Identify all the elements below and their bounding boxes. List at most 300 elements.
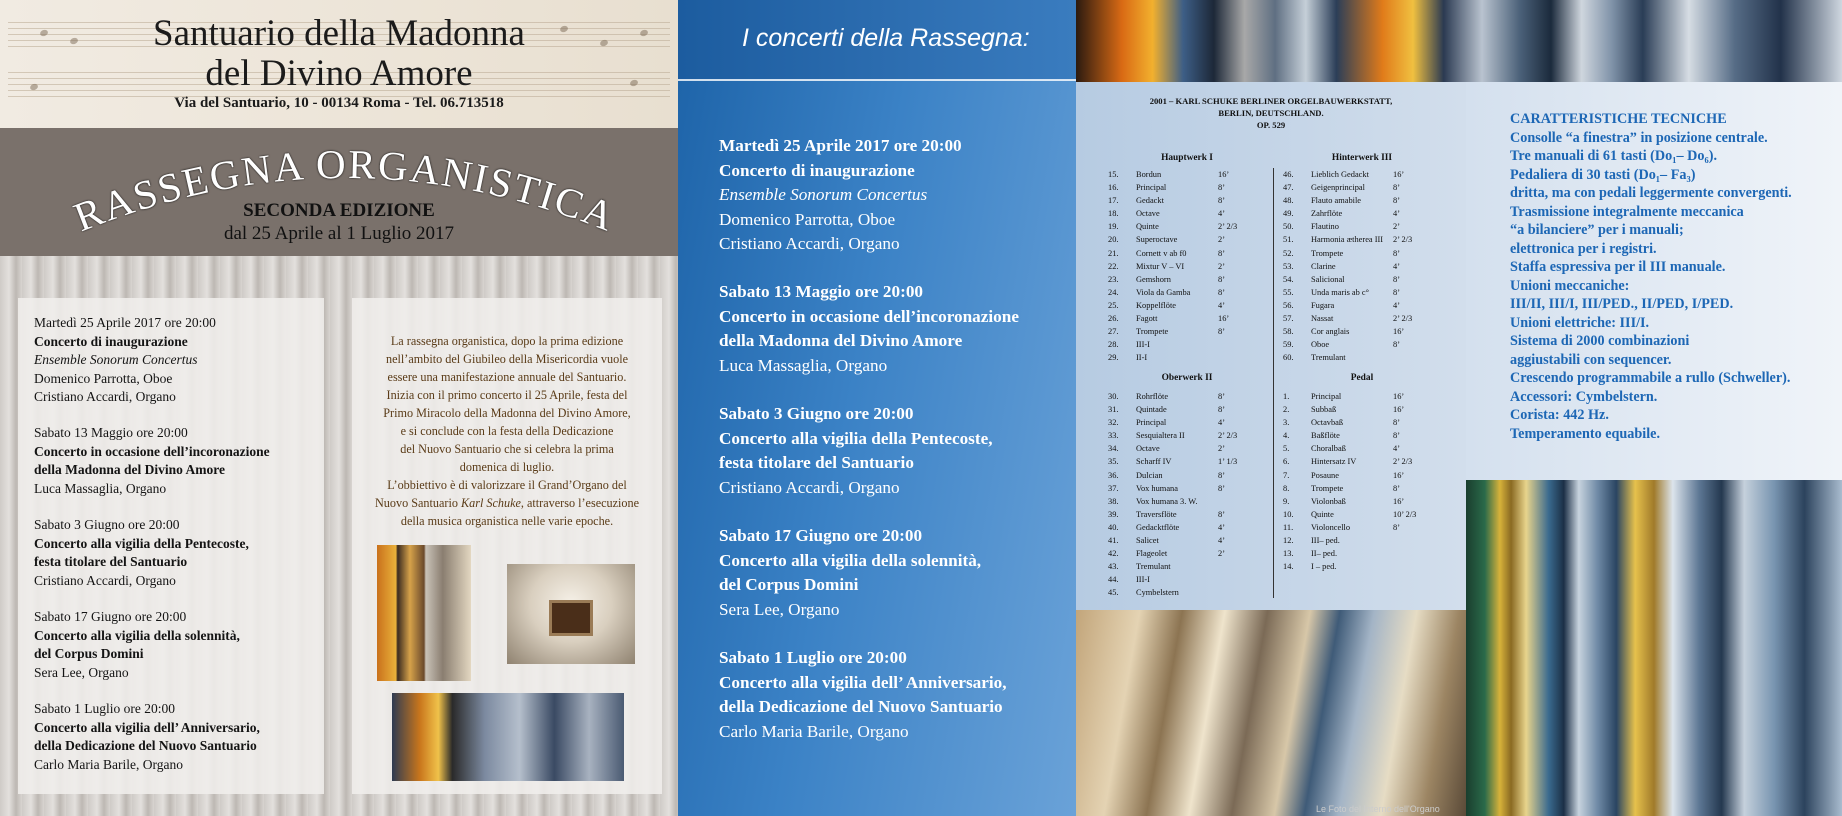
stop-row — [1283, 168, 1423, 181]
stop-row — [1108, 455, 1248, 468]
concert-item — [34, 424, 324, 498]
stop-footage: 4’ — [1218, 522, 1225, 532]
stop-footage: 16’ — [1218, 170, 1230, 179]
stop-row — [1283, 351, 1423, 364]
concert-item — [719, 402, 1069, 500]
stop-footage: 16’ — [1393, 496, 1405, 506]
stop-footage: 4’ — [1393, 261, 1400, 271]
tech-line: Unioni meccaniche: — [1510, 277, 1630, 294]
stop-number: 27. — [1108, 327, 1119, 337]
concert-date: Martedì 25 Aprile 2017 ore 20:00 — [34, 315, 216, 330]
concert-title-continued: festa titolare del Santuario — [34, 554, 188, 569]
stop-number: 5. — [1283, 444, 1290, 454]
shrine-title-line-2: del Divino Amore — [205, 53, 473, 94]
stop-footage: 1’ 1/3 — [1218, 457, 1238, 467]
stop-number: 55. — [1283, 287, 1294, 297]
stop-row — [1283, 495, 1423, 508]
stop-footage: 8’ — [1218, 196, 1225, 206]
stop-list-pedal — [1283, 390, 1423, 573]
organ-builder-header: 2001 – KARL SCHUKE BERLINER ORGELBAUWERKSTATT, BERLIN, DEUTSCHLAND. OP. 529 — [1149, 96, 1393, 130]
stop-name: Oboe — [1311, 340, 1330, 350]
stop-name: Gemshorn — [1136, 274, 1171, 284]
stop-footage: 4’ — [1218, 209, 1225, 219]
stop-row — [1108, 299, 1248, 312]
stop-name: Fugara — [1311, 300, 1335, 310]
concert-item — [34, 314, 324, 407]
middle-header-rule — [678, 79, 1076, 81]
stop-name: Octavbaß — [1311, 418, 1344, 428]
stop-number: 41. — [1108, 536, 1119, 546]
stop-name: Violonbaß — [1311, 496, 1346, 506]
division-heading: Hinterwerk III — [1331, 153, 1393, 163]
rassegna-title-text: RASSEGNA ORGANISTICA — [67, 140, 623, 241]
stop-name: Octave — [1136, 444, 1160, 454]
stop-footage: 16’ — [1218, 314, 1230, 324]
stop-number: 24. — [1108, 287, 1119, 297]
stop-name: Trompete — [1136, 327, 1169, 337]
stop-footage: 2’ 2/3 — [1393, 314, 1413, 324]
stop-number: 8. — [1283, 483, 1290, 493]
stop-name: Tremulant — [1136, 562, 1171, 572]
stop-row — [1108, 547, 1248, 560]
stop-row — [1283, 273, 1423, 286]
stop-name: Choralbaß — [1311, 444, 1346, 454]
stop-number: 38. — [1108, 496, 1119, 506]
stop-footage — [1218, 495, 1248, 508]
concert-title-continued: del Corpus Domini — [34, 646, 144, 661]
stop-name: Cymbelstern — [1136, 588, 1179, 598]
stop-number: 59. — [1283, 340, 1294, 350]
stop-row — [1283, 429, 1423, 442]
stop-footage — [1218, 351, 1248, 364]
stop-footage: 8’ — [1393, 183, 1400, 193]
stop-footage — [1393, 534, 1423, 547]
stop-name: Sesquialtera II — [1136, 431, 1185, 441]
stop-number: 40. — [1108, 522, 1119, 532]
stop-number: 6. — [1283, 457, 1290, 467]
concert-performer: Cristiano Accardi, Organo — [34, 389, 176, 404]
stop-footage: 8’ — [1218, 248, 1225, 258]
stop-name: Mixtur V – VI — [1136, 261, 1185, 271]
stop-name: Tremulant — [1311, 353, 1346, 363]
concert-title: Concerto alla vigilia della Pentecoste, — [34, 535, 249, 551]
concert-date: Sabato 13 Maggio ore 20:00 — [719, 282, 924, 301]
stop-row — [1283, 442, 1423, 455]
stop-row — [1108, 194, 1248, 207]
stop-number: 20. — [1108, 235, 1119, 245]
stop-footage: 16’ — [1393, 470, 1405, 480]
intro-line: La rassegna organistica, dopo la prima edizione — [390, 334, 624, 348]
stop-row — [1108, 286, 1248, 299]
intro-card — [352, 298, 662, 794]
stop-list-hauptwerk — [1108, 168, 1248, 364]
concert-title-continued: della Dedicazione del Nuovo Santuario — [34, 738, 257, 753]
stop-row — [1283, 286, 1423, 299]
stop-row — [1108, 521, 1248, 534]
photo-caption: Le Foto del Interno dell'Organo — [1316, 804, 1440, 814]
concert-date: Sabato 17 Giugno ore 20:00 — [719, 526, 923, 545]
stop-name: Principal — [1136, 418, 1167, 428]
concert-title: Concerto alla vigilia della Pentecoste, — [719, 428, 993, 448]
stop-row — [1108, 482, 1248, 495]
edition-block — [0, 199, 678, 245]
tech-line: “a bilanciere” per i manuali; — [1510, 222, 1684, 238]
concert-item — [719, 646, 1069, 744]
stop-number: 33. — [1108, 431, 1119, 441]
concert-date: Sabato 13 Maggio ore 20:00 — [34, 425, 188, 440]
stop-row — [1283, 338, 1423, 351]
stop-number: 28. — [1108, 340, 1119, 350]
concert-item — [719, 280, 1069, 378]
stop-row — [1108, 429, 1248, 442]
stop-number: 32. — [1108, 418, 1119, 428]
concert-date: Sabato 17 Giugno ore 20:00 — [34, 609, 187, 624]
stop-row — [1283, 233, 1423, 246]
concerts-heading: I concerti della Rassegna: — [742, 24, 1030, 52]
stop-footage: 8’ — [1393, 522, 1400, 532]
stop-number: 54. — [1283, 274, 1294, 284]
organ-photo-wide — [392, 693, 624, 781]
stop-footage — [1218, 338, 1248, 351]
stop-name: Unda maris ab c° — [1311, 287, 1369, 297]
stop-row — [1108, 233, 1248, 246]
stop-name: Rohrflöte — [1136, 392, 1169, 401]
stop-number: 4. — [1283, 431, 1290, 441]
concert-title-continued: della Madonna del Divino Amore — [719, 331, 963, 350]
stop-number: 23. — [1108, 274, 1119, 284]
stop-footage — [1218, 560, 1248, 573]
stop-name: I – ped. — [1311, 562, 1337, 572]
concert-title: Concerto in occasione dell’incoronazione — [719, 306, 1019, 326]
stop-name: Vox humana — [1136, 483, 1178, 493]
stop-number: 12. — [1283, 536, 1294, 546]
stop-name: II– ped. — [1311, 549, 1338, 559]
stop-footage: 16’ — [1393, 405, 1405, 415]
stop-number: 56. — [1283, 300, 1294, 310]
concert-title: Concerto alla vigilia della solennità, — [34, 627, 240, 643]
stop-name: Octave — [1136, 209, 1160, 219]
stop-footage: 8’ — [1218, 470, 1225, 480]
stop-footage: 8’ — [1218, 483, 1225, 493]
tech-line: Tre manuali di 61 tasti (Do₁– Do₆). — [1510, 148, 1717, 164]
stop-footage — [1393, 547, 1423, 560]
intro-text — [364, 332, 650, 530]
stop-footage: 2’ — [1218, 444, 1225, 454]
stop-number: 34. — [1108, 444, 1119, 454]
stop-footage: 2’ 2/3 — [1393, 457, 1413, 467]
concert-performer: Domenico Parrotta, Oboe — [34, 370, 173, 386]
stop-row — [1283, 534, 1423, 547]
stop-footage: 2’ 2/3 — [1393, 235, 1413, 245]
stop-footage: 16’ — [1393, 327, 1405, 337]
stop-name: Flauto amabile — [1311, 196, 1362, 206]
intro-line: e si conclude con la festa della Dedicazione — [400, 424, 614, 438]
stop-number: 47. — [1283, 183, 1294, 193]
stop-number: 29. — [1108, 353, 1119, 363]
stop-number: 25. — [1108, 300, 1119, 310]
concert-title: Concerto di inaugurazione — [719, 160, 915, 180]
stop-name: Posaune — [1311, 470, 1339, 480]
stop-row — [1283, 181, 1423, 194]
stop-name: Salicional — [1311, 274, 1345, 284]
organ-pipes-banner-photo — [1076, 0, 1842, 82]
stop-number: 35. — [1108, 457, 1119, 467]
stop-name: III-I — [1136, 340, 1150, 350]
intro-line: della musica organistica nelle varie epoche. — [400, 514, 614, 528]
stop-name: Bordun — [1136, 170, 1162, 179]
tech-line: Sistema di 2000 combinazioni — [1510, 333, 1690, 349]
stop-footage: 8’ — [1393, 418, 1400, 428]
stop-name: Viola da Gamba — [1136, 287, 1191, 297]
stop-row — [1283, 547, 1423, 560]
stop-row — [1283, 325, 1423, 338]
stop-number: 50. — [1283, 222, 1294, 232]
stop-row — [1283, 521, 1423, 534]
stop-footage: 8’ — [1393, 248, 1400, 258]
concert-date: Sabato 1 Luglio ore 20:00 — [34, 701, 175, 716]
stop-name: Flautino — [1311, 222, 1339, 232]
stop-row — [1283, 508, 1423, 521]
stop-number: 3. — [1283, 418, 1290, 428]
stop-name: Superoctave — [1136, 235, 1178, 245]
stop-row — [1283, 299, 1423, 312]
stop-number: 58. — [1283, 327, 1294, 337]
stop-footage: 8’ — [1218, 392, 1225, 401]
stop-name: Cor anglais — [1311, 327, 1350, 337]
stop-row — [1283, 560, 1423, 573]
intro-line: Nuovo Santuario Karl Schuke, attraverso l’esecuzione — [375, 496, 639, 510]
tech-line: Trasmissione integralmente meccanica — [1510, 203, 1744, 220]
stop-number: 10. — [1283, 509, 1294, 519]
stop-name: Quinte — [1136, 222, 1159, 232]
stop-list-hinterwerk — [1283, 168, 1423, 364]
stop-number: 60. — [1283, 353, 1294, 363]
stop-number: 43. — [1108, 562, 1119, 572]
stop-row — [1108, 534, 1248, 547]
intro-line: Primo Miracolo della Madonna del Divino Amore, — [383, 406, 631, 420]
stop-name: Gedackt — [1136, 196, 1164, 206]
concert-performer: Cristiano Accardi, Organo — [34, 572, 176, 588]
stop-name: Trompete — [1311, 483, 1344, 493]
stop-list-oberwerk — [1108, 390, 1248, 600]
concert-performer: Cristiano Accardi, Organo — [719, 477, 900, 497]
stop-name: III-I — [1136, 575, 1150, 585]
organ-console-photo — [507, 564, 635, 664]
stop-footage: 4’ — [1218, 300, 1225, 310]
stop-row — [1108, 312, 1248, 325]
stop-row — [1108, 338, 1248, 351]
stop-row — [1108, 403, 1248, 416]
concert-title-continued: della Madonna del Divino Amore — [34, 462, 226, 477]
stop-footage: 4’ — [1393, 444, 1400, 454]
edition-dates: dal 25 Aprile al 1 Luglio 2017 — [223, 223, 455, 244]
concert-date: Sabato 3 Giugno ore 20:00 — [719, 404, 914, 423]
concert-item — [719, 524, 1069, 622]
stop-number: 51. — [1283, 235, 1294, 245]
tech-line: Crescendo programmabile a rullo (Schweller). — [1510, 370, 1791, 386]
stop-number: 48. — [1283, 196, 1294, 206]
stop-row — [1108, 168, 1248, 181]
intro-line: domenica di luglio. — [459, 460, 555, 474]
tech-line: Accessori: Cymbelstern. — [1510, 388, 1658, 405]
stop-row — [1283, 220, 1423, 233]
stop-name: Zahrflöte — [1311, 209, 1343, 219]
stop-number: 13. — [1283, 549, 1294, 559]
stop-name: Geigenprincipal — [1311, 183, 1365, 193]
concert-title: Concerto alla vigilia dell’ Anniversario, — [34, 719, 260, 735]
stop-footage: 8’ — [1393, 340, 1400, 350]
stop-number: 9. — [1283, 496, 1290, 506]
stop-number: 7. — [1283, 470, 1290, 480]
concert-item — [34, 516, 324, 590]
stop-name: Hintersatz IV — [1311, 457, 1357, 467]
stop-row — [1108, 416, 1248, 429]
stop-row — [1108, 181, 1248, 194]
organ-interior-photo — [1076, 610, 1466, 816]
concert-performer: Carlo Maria Barile, Organo — [34, 756, 183, 772]
tech-title: CARATTERISTICHE TECNICHE — [1510, 111, 1727, 127]
stop-row — [1283, 260, 1423, 273]
stop-name: Harmonia ætherea III — [1311, 235, 1384, 245]
stop-name: Cornett v ab f0 — [1136, 248, 1187, 258]
concert-performer: Carlo Maria Barile, Organo — [719, 721, 909, 741]
stop-row — [1283, 469, 1423, 482]
intro-line: Inizia con il primo concerto il 25 Aprile, festa del — [386, 388, 628, 402]
stop-name: Baßflöte — [1311, 431, 1340, 441]
stop-footage: 2’ 2/3 — [1218, 222, 1238, 232]
stop-number: 44. — [1108, 575, 1119, 585]
stop-footage: 2’ — [1393, 222, 1400, 232]
stop-name: Fagott — [1136, 314, 1158, 324]
stop-footage: 2’ — [1218, 235, 1225, 245]
stop-row — [1108, 207, 1248, 220]
concert-list-card — [18, 298, 324, 794]
stop-footage: 8’ — [1218, 287, 1225, 297]
organ-pipes-stained-glass-photo — [1466, 480, 1842, 816]
stop-footage: 4’ — [1393, 300, 1400, 310]
stop-name: Principal — [1136, 183, 1167, 193]
tech-line: Temperamento equabile. — [1510, 425, 1661, 442]
stop-name: Nassat — [1311, 314, 1334, 324]
concert-title: Concerto di inaugurazione — [34, 333, 188, 349]
concert-title: Concerto in occasione dell’incoronazione — [34, 443, 270, 459]
stop-row — [1283, 312, 1423, 325]
stop-row — [1283, 416, 1423, 429]
stop-name: Violoncello — [1311, 522, 1351, 532]
concert-performer: Sera Lee, Organo — [34, 664, 129, 680]
stop-footage: 4’ — [1393, 209, 1400, 219]
stop-number: 1. — [1283, 392, 1290, 401]
stop-footage: 2’ 2/3 — [1218, 431, 1238, 441]
concert-ensemble: Ensemble Sonorum Concertus — [719, 185, 928, 204]
concert-performer: Luca Massaglia, Organo — [719, 355, 888, 375]
stop-row — [1108, 442, 1248, 455]
stop-number: 36. — [1108, 470, 1119, 480]
concert-title-continued: della Dedicazione del Nuovo Santuario — [719, 697, 1003, 716]
stop-number: 53. — [1283, 261, 1294, 271]
stop-row — [1283, 247, 1423, 260]
organ-builder-name: Karl Schuke — [460, 496, 521, 510]
stop-row — [1108, 586, 1248, 599]
concert-title: Concerto alla vigilia dell’ Anniversario, — [719, 672, 1007, 692]
technical-specs — [1510, 110, 1840, 443]
intro-line: essere una manifestazione annuale del Santuario. — [387, 370, 627, 384]
stop-name: Lieblich Gedackt — [1311, 170, 1369, 179]
stop-name: Koppelflöte — [1136, 300, 1177, 310]
intro-line: del Nuovo Santuario che si celebra la prima — [400, 442, 614, 456]
stop-footage: 8’ — [1393, 483, 1400, 493]
stop-row — [1108, 325, 1248, 338]
spec-divider — [1273, 168, 1274, 598]
stop-number: 30. — [1108, 392, 1119, 401]
stop-row — [1108, 247, 1248, 260]
stop-footage — [1218, 573, 1248, 586]
stop-row — [1283, 194, 1423, 207]
tech-line: Unioni elettriche: III/I. — [1510, 314, 1650, 331]
stop-number: 17. — [1108, 196, 1119, 206]
tech-line: elettronica per i registri. — [1510, 240, 1657, 257]
stop-name: III– ped. — [1311, 536, 1340, 546]
stop-name: Quintade — [1136, 405, 1167, 415]
stop-number: 52. — [1283, 248, 1294, 258]
stop-row — [1108, 508, 1248, 521]
shrine-title — [0, 14, 678, 94]
stop-footage: 2’ — [1218, 549, 1225, 559]
stop-name: Dulcian — [1136, 470, 1163, 480]
stop-number: 26. — [1108, 314, 1119, 324]
stop-name: Salicet — [1136, 536, 1159, 546]
stop-footage: 4’ — [1218, 418, 1225, 428]
tech-line: III/II, III/I, III/PED., II/PED, I/PED. — [1510, 296, 1734, 312]
stop-name: Flageolet — [1136, 549, 1168, 559]
shrine-address: Via del Santuario, 10 - 00134 Roma - Tel. 06.713518 — [174, 95, 504, 111]
stop-name: Gedacktflöte — [1136, 522, 1180, 532]
stop-row — [1283, 390, 1423, 403]
concert-date: Martedì 25 Aprile 2017 ore 20:00 — [719, 136, 962, 155]
stop-row — [1108, 495, 1248, 508]
concert-item — [34, 700, 324, 774]
stop-number: 39. — [1108, 509, 1119, 519]
stop-number: 11. — [1283, 522, 1294, 532]
stop-row — [1108, 560, 1248, 573]
concert-date: Sabato 3 Giugno ore 20:00 — [34, 517, 180, 532]
stop-footage: 8’ — [1393, 274, 1400, 284]
stop-name: Quinte — [1311, 509, 1334, 519]
stop-row — [1283, 482, 1423, 495]
stop-footage — [1393, 560, 1423, 573]
stop-row — [1283, 455, 1423, 468]
intro-line: nell’ambito del Giubileo della Misericordia vuole — [386, 352, 628, 366]
stop-row — [1108, 390, 1248, 403]
stop-row — [1108, 573, 1248, 586]
tech-line: Pedaliera di 30 tasti (Do₁– Fa₃) — [1510, 166, 1696, 183]
stop-footage: 8’ — [1393, 196, 1400, 206]
stop-number: 42. — [1108, 549, 1119, 559]
concert-item — [719, 134, 1069, 257]
stop-number: 46. — [1283, 170, 1294, 179]
tech-line: Staffa espressiva per il III manuale. — [1510, 259, 1726, 275]
stop-name: Trompete — [1311, 248, 1344, 258]
stop-number: 14. — [1283, 562, 1294, 572]
concert-item — [34, 608, 324, 682]
stop-name: Vox humana 3. W. — [1136, 496, 1198, 506]
stop-footage: 4’ — [1218, 536, 1225, 546]
stop-footage: 16’ — [1393, 170, 1405, 179]
stop-name: Subbaß — [1311, 405, 1337, 415]
intro-line: L’obbiettivo è di valorizzare il Grand’Organo del — [387, 478, 627, 492]
stop-number: 45. — [1108, 588, 1119, 598]
stop-footage: 10’ 2/3 — [1393, 509, 1417, 519]
